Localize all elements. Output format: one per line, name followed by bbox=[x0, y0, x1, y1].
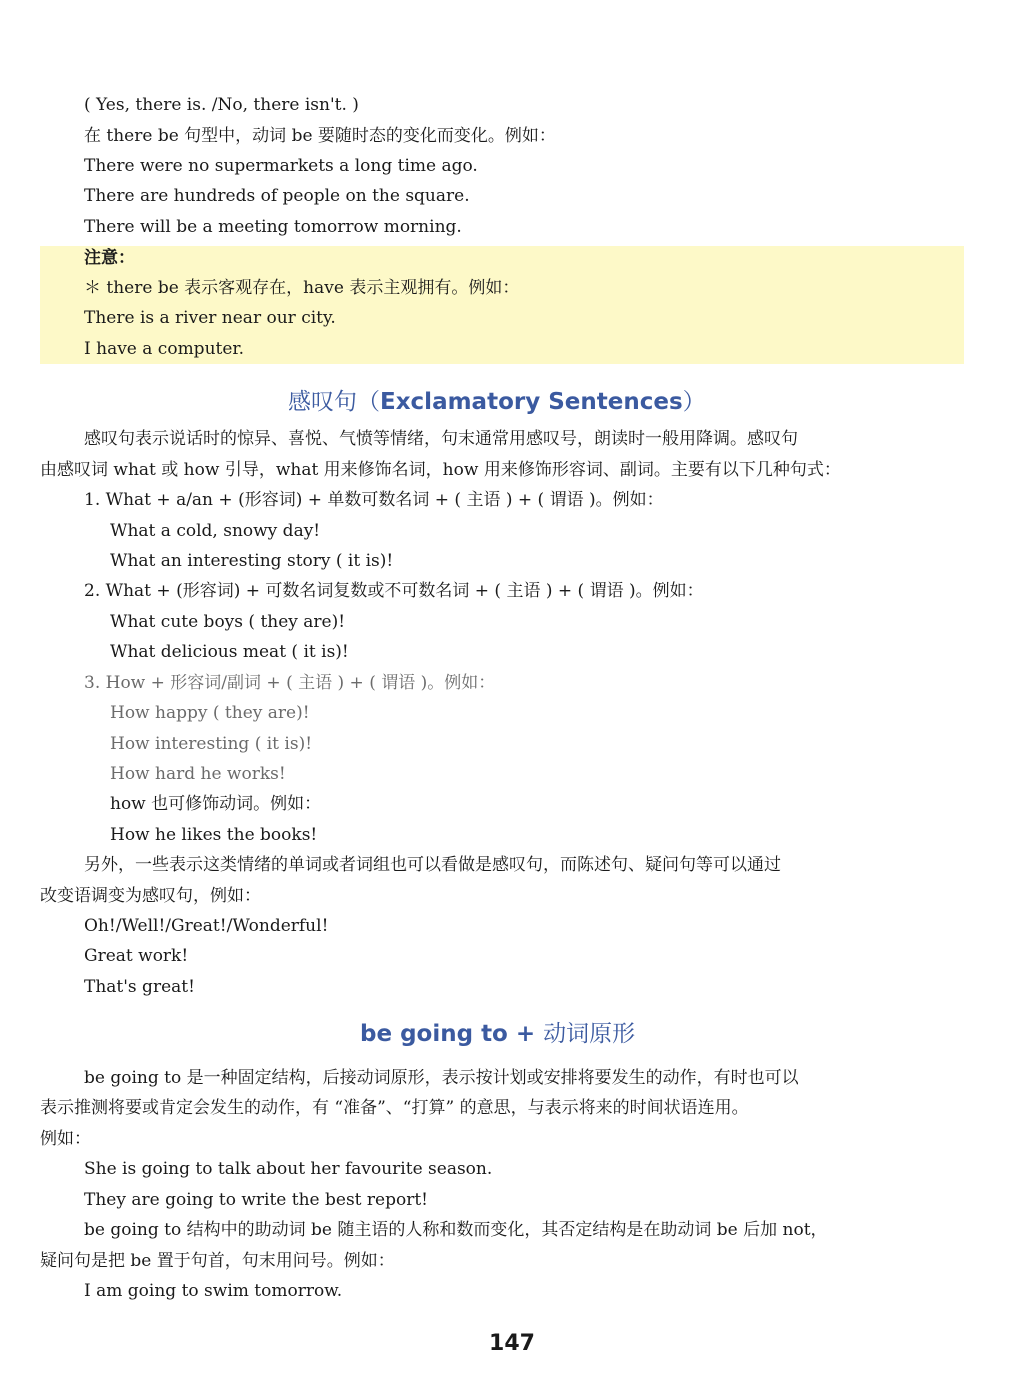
note-label: 注意： bbox=[84, 248, 135, 268]
paragraph-line: 感叹句表示说话时的惊异、喜悦、气愤等情绪，句末通常用感叹号，朗读时一般用降调。感叹句 bbox=[84, 429, 798, 449]
example-line: They are going to write the best report! bbox=[84, 1190, 428, 1210]
paragraph-line: be going to 结构中的助动词 be 随主语的人称和数而变化，其否定结构是在助动词 be 后加 not， bbox=[84, 1220, 828, 1240]
pattern-line: 3. How + 形容词/副词 + ( 主语 ) + ( 谓语 )。例如： bbox=[84, 673, 496, 693]
example-line: How interesting ( it is)! bbox=[110, 734, 313, 754]
paragraph-line: 表示推测将要或肯定会发生的动作，有 “准备”、“打算” 的意思，与表示将来的时间状语连用。 bbox=[40, 1098, 749, 1118]
paragraph-line: 例如： bbox=[40, 1129, 91, 1149]
text-line: how 也可修饰动词。例如： bbox=[110, 794, 322, 814]
example-line: How happy ( they are)! bbox=[110, 703, 310, 723]
example-line: Great work! bbox=[84, 946, 189, 966]
paragraph-line: 改变语调变为感叹句，例如： bbox=[40, 886, 261, 906]
example-line: How he likes the books! bbox=[110, 825, 318, 845]
example-line: What delicious meat ( it is)! bbox=[110, 642, 349, 662]
text-line: 在 there be 句型中，动词 be 要随时态的变化而变化。例如： bbox=[84, 126, 556, 146]
paragraph-line: 由感叹词 what 或 how 引导，what 用来修饰名词，how 用来修饰形容词、副词。主要有以下几种句式： bbox=[40, 460, 841, 480]
pattern-line: 1. What + a/an + (形容词) + 单数可数名词 + ( 主语 ) + ( 谓语 )。例如： bbox=[84, 490, 664, 510]
example-line: How hard he works! bbox=[110, 764, 286, 784]
example-line: What cute boys ( they are)! bbox=[110, 612, 346, 632]
example-line: That's great! bbox=[84, 977, 195, 997]
heading-cn: 感叹句（ bbox=[288, 389, 380, 415]
example-line: Oh!/Well!/Great!/Wonderful! bbox=[84, 916, 329, 936]
paragraph-line: be going to 是一种固定结构，后接动词原形，表示按计划或安排将要发生的动作，有时也可以 bbox=[84, 1068, 799, 1088]
heading-en: Exclamatory Sentences bbox=[380, 389, 683, 415]
page-number: 147 bbox=[489, 1331, 535, 1356]
text-line: ( Yes, there is. /No, there isn't. ) bbox=[84, 95, 359, 115]
heading-en: be going to + bbox=[360, 1021, 544, 1047]
example-line: There are hundreds of people on the square. bbox=[84, 186, 470, 206]
example-line: What a cold, snowy day! bbox=[110, 521, 321, 541]
paragraph-line: 疑问句是把 be 置于句首，句末用问号。例如： bbox=[40, 1251, 395, 1271]
heading-end: ） bbox=[682, 389, 706, 415]
example-line: There will be a meeting tomorrow morning. bbox=[84, 217, 462, 237]
example-line: She is going to talk about her favourite season. bbox=[84, 1159, 493, 1179]
example-line: I am going to swim tomorrow. bbox=[84, 1281, 343, 1301]
section-heading bbox=[360, 1020, 635, 1048]
pattern-line: 2. What + (形容词) + 可数名词复数或不可数名词 + ( 主语 ) + ( 谓语 )。例如： bbox=[84, 581, 704, 601]
section-heading bbox=[288, 388, 706, 416]
note-example: There is a river near our city. bbox=[84, 308, 336, 328]
note-bullet: ＊ there be 表示客观存在，have 表示主观拥有。例如： bbox=[84, 278, 520, 298]
example-line: What an interesting story ( it is)! bbox=[110, 551, 394, 571]
note-example: I have a computer. bbox=[84, 339, 245, 359]
heading-cn: 动词原形 bbox=[543, 1021, 636, 1047]
example-line: There were no supermarkets a long time ago. bbox=[84, 156, 478, 176]
paragraph-line: 另外，一些表示这类情绪的单词或者词组也可以看做是感叹句，而陈述句、疑问句等可以通过 bbox=[84, 855, 781, 875]
